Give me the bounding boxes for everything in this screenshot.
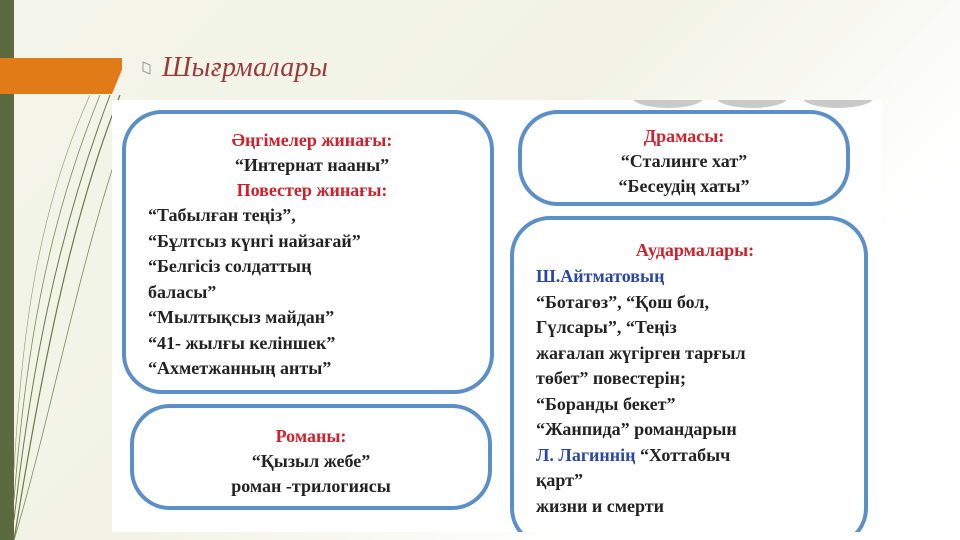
slide-header xyxy=(142,52,328,84)
drama-heading: Драмасы: xyxy=(643,126,725,146)
translation-line: “Жанпида” романдарын xyxy=(536,419,737,439)
translation-text: “Хоттабыч xyxy=(635,444,731,465)
orange-accent-tab xyxy=(0,58,122,94)
translation-line: “Ботагөз”, “Қош бол, xyxy=(536,291,710,312)
novella-line: “Белгісіз солдаттың xyxy=(148,256,312,276)
bullet-icon xyxy=(142,61,152,75)
novella-line: “Табылған теңіз”, xyxy=(148,205,296,225)
drama-box xyxy=(518,110,850,206)
stories-box xyxy=(122,110,494,394)
top-tab-shape xyxy=(632,100,704,108)
novella-line: “Ахметжанның анты” xyxy=(148,358,332,378)
drama-item: “Сталинге хат” xyxy=(620,151,748,171)
translation-line: төбет” повестерін; xyxy=(536,368,686,388)
novellas-heading: Повестер жинағы: xyxy=(236,180,388,200)
novel-item: роман -трилогиясы xyxy=(231,476,391,496)
top-tab-shape xyxy=(716,100,788,108)
top-tab-shape xyxy=(802,100,874,108)
translation-line: “Боранды бекет” xyxy=(536,393,676,414)
translations-heading: Аудармалары: xyxy=(635,240,755,260)
translation-line: жағалап жүгірген тарғыл xyxy=(536,342,746,363)
drama-item: “Бесеудің хаты” xyxy=(618,176,750,196)
stories-item: “Интернат нааны” xyxy=(234,155,390,175)
novel-item: “Қызыл жебе” xyxy=(251,451,371,471)
translations-box xyxy=(510,216,868,532)
stories-heading: Әңгімелер жинағы: xyxy=(231,130,393,150)
translated-author: Ш.Айтматовың xyxy=(536,266,665,286)
translation-line: Гүлсары”, “Теңіз xyxy=(536,317,677,337)
translation-line: қарт” xyxy=(536,470,583,490)
novella-line: “Мылтықсыз майдан” xyxy=(148,307,335,327)
slide-title: Шығрмалары xyxy=(162,52,329,83)
translation-line: жизни и смерти xyxy=(536,495,664,516)
novella-line: “Бұлтсыз күнгі найзағай” xyxy=(148,230,361,251)
novella-line: “41- жылғы келіншек” xyxy=(148,332,336,353)
novels-box xyxy=(130,404,492,510)
works-panel xyxy=(112,100,882,532)
novels-heading: Романы: xyxy=(275,426,347,446)
novella-line: баласы” xyxy=(148,281,217,302)
translated-author: Л. Лагиннің xyxy=(536,444,636,465)
translation-author-line xyxy=(536,443,854,469)
